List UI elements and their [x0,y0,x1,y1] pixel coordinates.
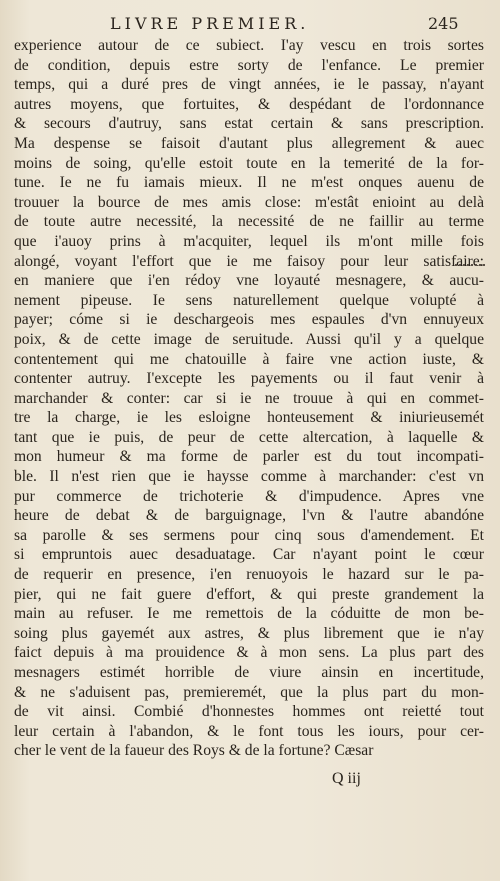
text-line: Ma despense se faisoit d'autant plus allegrement & auec [14,134,484,152]
text-line: si empruntois auec desaduatage. Car n'ayant point le cœur [14,546,484,564]
text-line: cher le vent de la faueur des Roys & de la fortune? Cæsar [14,742,374,760]
text-line: poix, & de cette image de seruitude. Aussi qu'il y a quelque [14,330,484,348]
text-line: heure de debat & de barguignage, l'vn & l'autre abandóne [14,507,484,525]
text-line: alongé, voyant l'effort que ie me faisoy pour leur satisfaire: [14,252,484,270]
text-line: de toute autre necessité, la necessité de ne faillir au terme [14,213,484,231]
text-line: contentement qui me chatouille à faire vne action iuste, & [14,350,484,368]
text-line: faict depuis à ma prouidence & à mon sens. La plus part des [14,644,484,662]
text-line: de requerir en presence, i'en renuoyois le hazard sur le pa- [14,566,484,584]
text-line: & secours d'autruy, sans estat certain & sans prescription. [14,115,484,133]
text-line: en maniere que i'en rédoy vne loyauté mesnagere, & aucu- [14,272,484,290]
text-line: tune. Ie ne fu iamais mieux. Il ne m'est onques auenu de [14,174,484,192]
running-head [0,14,500,36]
signature-mark: Q iij [332,770,361,787]
text-line: pier, qui ne fait guere d'effort, & qui preste grandement la [14,585,484,603]
text-line: soing plus gayemét aux astres, & plus librement que ie n'ay [14,624,484,642]
text-line: tre la charge, ie les esloigne honteusement & iniurieusemét [14,409,484,427]
text-line: main au refuser. Ie me remettois de la códuitte de mon be- [14,605,484,623]
text-line: trouuer la bource de mes amis close: m'estât enioint au delà [14,193,484,211]
text-line: pur commerce de trichoterie & d'impudence. Apres vne [14,487,484,505]
text-line: sa parolle & ses sermens pour cinq sous d'amendement. Et [14,526,484,544]
text-line: que i'auoy prins à m'acquiter, lequel ils m'ont mille fois [14,232,484,250]
text-line: experience autour de ce subiect. I'ay vescu en trois sortes [14,37,484,54]
page-number: 245 [428,14,459,33]
text-line: mon humeur & ma forme de parler est du tout incompati- [14,448,484,466]
text-line: temps, qui a duré pres de vingt années, ie le passay, n'ayant [14,76,484,94]
text-line: marchander & conter: car si ie ne trouue à qui en commet- [14,389,484,407]
text-line: payer; cóme si ie deschargeois mes espaules d'vn ennuyeux [14,311,484,329]
text-line: tant que ie puis, de peur de cette altercation, à laquelle & [14,428,484,446]
text-line: mesnagers estimét horrible de viure ainsin en incertitude, [14,664,484,681]
text-line: ble. Il n'est rien que ie haysse comme à marchander: c'est vn [14,468,484,486]
text-line: moins de soing, qu'elle estoit toute en la temerité de la for- [14,154,484,172]
text-line: de condition, depuis estre sorty de l'enfance. Le premier [14,56,484,74]
text-line: nement pipeuse. Ie sens naturellement quelque volupté à [14,291,484,309]
margin-dash-mark [455,264,485,268]
text-line: contenter autruy. I'excepte les payements ou il faut venir à [14,370,484,388]
text-line: & ne s'aduisent pas, premieremét, que la plus part du mon- [14,683,484,701]
text-body [14,36,484,761]
running-head-title: LIVRE PREMIER. [110,14,310,33]
text-line: leur certain à l'abandon, & le font tous les iours, pour cer- [14,722,484,740]
text-line: de vit ainsi. Combié d'honnestes hommes ont reietté tout [14,703,484,721]
text-line: autres moyens, que fortuites, & despédant de l'ordonnance [14,95,484,113]
